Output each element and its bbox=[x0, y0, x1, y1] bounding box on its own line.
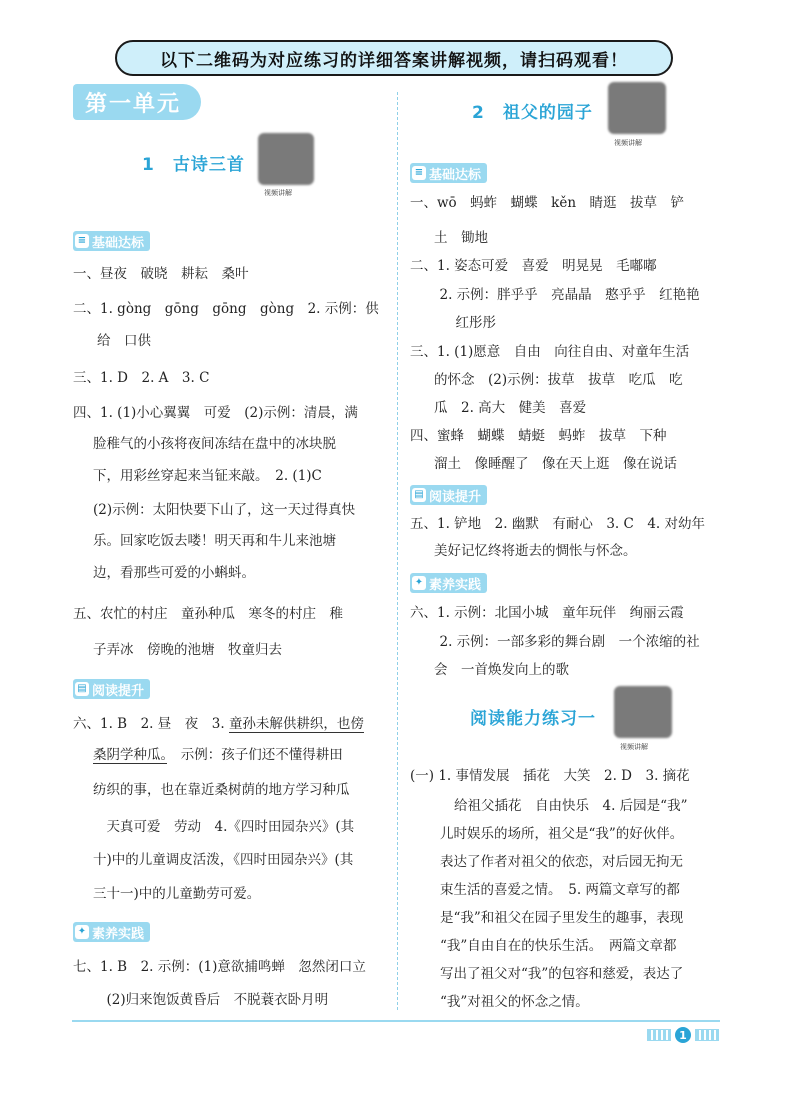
answer-line: 四、1. (1)小心翼翼 可爱 (2)示例：清晨，满 bbox=[73, 405, 358, 421]
answer-line: 下，用彩丝穿起来当钲来敲。 2. (1)C bbox=[93, 468, 322, 484]
qr-caption-1: 视频讲解 bbox=[264, 189, 292, 197]
answer-line: 边，看那些可爱的小蝌蚪。 bbox=[93, 565, 255, 581]
answer-line: 写出了祖父对“我”的包容和慈爱，表达了 bbox=[440, 966, 684, 982]
answer-line: 土 锄地 bbox=[434, 230, 488, 246]
answer-line: 溜土 像睡醒了 像在天上逛 像在说话 bbox=[434, 456, 677, 472]
lightbulb-icon: ✦ bbox=[412, 576, 426, 590]
page-decor-icon bbox=[695, 1029, 719, 1041]
document-icon: ≡ bbox=[412, 166, 426, 180]
answer-line: 桑阴学种瓜。 示例：孩子们还不懂得耕田 bbox=[93, 747, 343, 763]
answer-line: 二、1. gòng gōng gōng gòng 2. 示例：供 bbox=[73, 301, 379, 317]
answer-line: 会 一首焕发向上的歌 bbox=[434, 662, 569, 678]
answer-line: 六、1. 示例：北国小城 童年玩伴 绚丽云霞 bbox=[410, 605, 684, 621]
book-icon: ▤ bbox=[412, 488, 426, 502]
answer-line: 瓜 2. 高大 健美 喜爱 bbox=[434, 400, 587, 416]
unit-title: 第一单元 bbox=[73, 84, 201, 120]
answer-line: 一、wō 蚂蚱 蝴蝶 kěn 睛逛 拔草 铲 bbox=[410, 195, 685, 211]
answer-line: 儿时娱乐的场所，祖父是“我”的好伙伴。 bbox=[440, 826, 684, 842]
answer-line: 一、昼夜 破晓 耕耘 桑叶 bbox=[73, 266, 249, 282]
answer-line: 二、1. 姿态可爱 喜爱 明晃晃 毛嘟嘟 bbox=[410, 258, 657, 274]
qr-code-3[interactable] bbox=[614, 686, 672, 738]
answer-line: 表达了作者对祖父的依恋，对后园无拘无 bbox=[440, 854, 683, 870]
lesson-title-1: 1 古诗三首 bbox=[142, 155, 245, 175]
lightbulb-icon: ✦ bbox=[75, 925, 89, 939]
answer-line: 乐。回家吃饭去喽！明天再和牛儿来池塘 bbox=[93, 533, 336, 549]
answer-line: 给 口供 bbox=[97, 333, 151, 349]
answer-line: 红彤彤 bbox=[442, 315, 496, 331]
answer-line: 三、1. D 2. A 3. C bbox=[73, 370, 210, 386]
qr-caption-3: 视频讲解 bbox=[620, 743, 648, 751]
answer-line: 四、蜜蜂 蝴蝶 蜻蜓 蚂蚱 拔草 下种 bbox=[410, 428, 667, 444]
answer-line: 2. 示例：一部多彩的舞台剧 一个浓缩的社 bbox=[426, 634, 700, 650]
qr-code-2[interactable] bbox=[608, 82, 666, 134]
answer-line: 2. 示例：胖乎乎 亮晶晶 憨乎乎 红艳艳 bbox=[426, 287, 700, 303]
answer-line: “我”对祖父的怀念之情。 bbox=[440, 994, 589, 1010]
page-number: 1 bbox=[675, 1027, 691, 1043]
section-basic-left: ≡ 基础达标 bbox=[73, 231, 150, 251]
answer-line: 七、1. B 2. 示例：(1)意欲捕鸣蝉 忽然闭口立 bbox=[73, 959, 366, 975]
section-practice-right: ✦ 素养实践 bbox=[410, 573, 487, 593]
section-practice-left: ✦ 素养实践 bbox=[73, 922, 150, 942]
answer-line: 纺织的事，也在靠近桑树荫的地方学习种瓜 bbox=[93, 782, 350, 798]
answer-line: (一) 1. 事情发展 插花 大笑 2. D 3. 摘花 bbox=[410, 768, 690, 784]
answer-line: 子弄冰 傍晚的池塘 牧童归去 bbox=[93, 642, 282, 658]
answer-line: 五、1. 铲地 2. 幽默 有耐心 3. C 4. 对幼年 bbox=[410, 516, 706, 532]
answer-line: 六、1. B 2. 昼 夜 3. 童孙未解供耕织，也傍 bbox=[73, 716, 364, 732]
answer-line: 给祖父插花 自由快乐 4. 后园是“我” bbox=[454, 798, 688, 814]
section-reading-left: ▤ 阅读提升 bbox=[73, 679, 150, 699]
answer-line: 的怀念 (2)示例：拔草 拔草 吃瓜 吃 bbox=[434, 372, 683, 388]
lesson-title-2: 2 祖父的园子 bbox=[472, 103, 593, 123]
answer-line: (2)示例：太阳快要下山了，这一天过得真快 bbox=[93, 502, 356, 518]
qr-code-1[interactable] bbox=[258, 133, 314, 185]
answer-line: 五、农忙的村庄 童孙种瓜 寒冬的村庄 稚 bbox=[73, 606, 343, 622]
answer-line: 十)中的儿童调皮活泼，《四时田园杂兴》(其 bbox=[93, 852, 354, 868]
section-reading-right: ▤ 阅读提升 bbox=[410, 485, 487, 505]
answer-video-banner: 以下二维码为对应练习的详细答案讲解视频，请扫码观看！ bbox=[115, 40, 673, 76]
page-decor-icon bbox=[647, 1029, 671, 1041]
answer-line: 天真可爱 劳动 4.《四时田园杂兴》(其 bbox=[93, 819, 355, 835]
answer-line: 三十一)中的儿童勤劳可爱。 bbox=[93, 886, 261, 902]
page-badge bbox=[646, 1027, 720, 1043]
document-icon: ≡ bbox=[75, 234, 89, 248]
answer-line: 美好记忆终将逝去的惆怅与怀念。 bbox=[434, 543, 637, 559]
answer-line: (2)归来饱饭黄昏后 不脱蓑衣卧月明 bbox=[93, 992, 329, 1008]
qr-caption-2: 视频讲解 bbox=[614, 139, 642, 147]
answer-line: “我”自由自在的快乐生活。 两篇文章都 bbox=[440, 938, 677, 954]
footer-rule bbox=[72, 1020, 720, 1022]
column-divider bbox=[397, 92, 398, 1010]
section-basic-right: ≡ 基础达标 bbox=[410, 163, 487, 183]
answer-line: 三、1. (1)愿意 自由 向往自由、对童年生活 bbox=[410, 344, 690, 360]
answer-line: 束生活的喜爱之情。 5. 两篇文章写的都 bbox=[440, 882, 680, 898]
answer-line: 脸稚气的小孩将夜间冻结在盘中的冰块脱 bbox=[93, 436, 336, 452]
answer-line: 是“我”和祖父在园子里发生的趣事，表现 bbox=[440, 910, 684, 926]
book-icon: ▤ bbox=[75, 682, 89, 696]
reading-practice-title: 阅读能力练习一 bbox=[470, 709, 596, 729]
